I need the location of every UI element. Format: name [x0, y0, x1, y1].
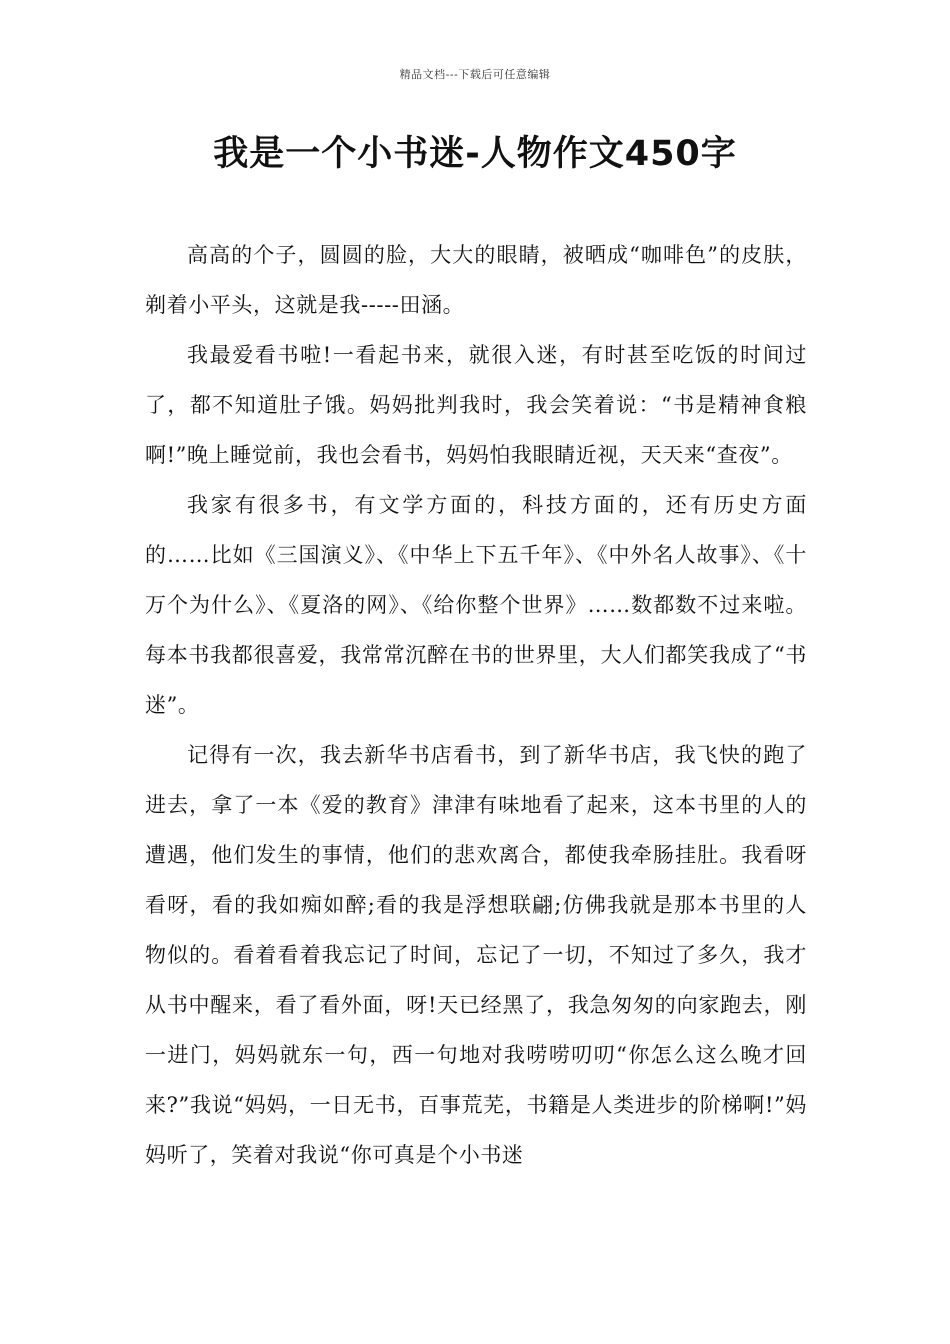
header-note: 精品文档---下载后可任意编辑	[399, 68, 551, 81]
paragraph-2: 我最爱看书啦!一看起书来，就很入迷，有时甚至吃饭的时间过了，都不知道肚子饿。妈妈批判我时，我会笑着说：“书是精神食粮啊!”晚上睡觉前，我也会看书，妈妈怕我眼睛近视，天天来“查夜”。	[145, 343, 807, 467]
article-title: 我是一个小书迷-人物作文450字	[213, 134, 737, 174]
paragraph-4: 记得有一次，我去新华书店看书，到了新华书店，我飞快的跑了进去，拿了一本《爱的教育》津津有味地看了起来，这本书里的人的遭遇，他们发生的事情，他们的悲欢离合，都使我牵肠挂肚。我看呀看呀，看的我如痴如醉;看的我是浮想联翩;仿佛我就是那本书里的人物似的。看着看着我忘记了时间，忘记了一切，不知过了多久，我才从书中醒来，看了看外面，呀!天已经黑了，我急匆匆的向家跑去，刚一进门，妈妈就东一句，西一句地对我唠唠叨叨“你怎么这么晚才回来?”我说“妈妈，一日无书，百事荒芜，书籍是人类进步的阶梯啊!”妈妈听了，笑着对我说“你可真是个小书迷	[145, 743, 807, 1167]
paragraph-1: 高高的个子，圆圆的脸，大大的眼睛，被晒成“咖啡色”的皮肤，剃着小平头，这就是我-----田涵。	[145, 243, 807, 317]
paragraph-3: 我家有很多书，有文学方面的，科技方面的，还有历史方面的……比如《三国演义》、《中华上下五千年》、《中外名人故事》、《十万个为什么》、《夏洛的网》、《给你整个世界》……数都数不过来啦。每本书我都很喜爱，我常常沉醉在书的世界里，大人们都笑我成了“书迷”。	[145, 493, 807, 717]
article-body	[145, 230, 807, 1180]
